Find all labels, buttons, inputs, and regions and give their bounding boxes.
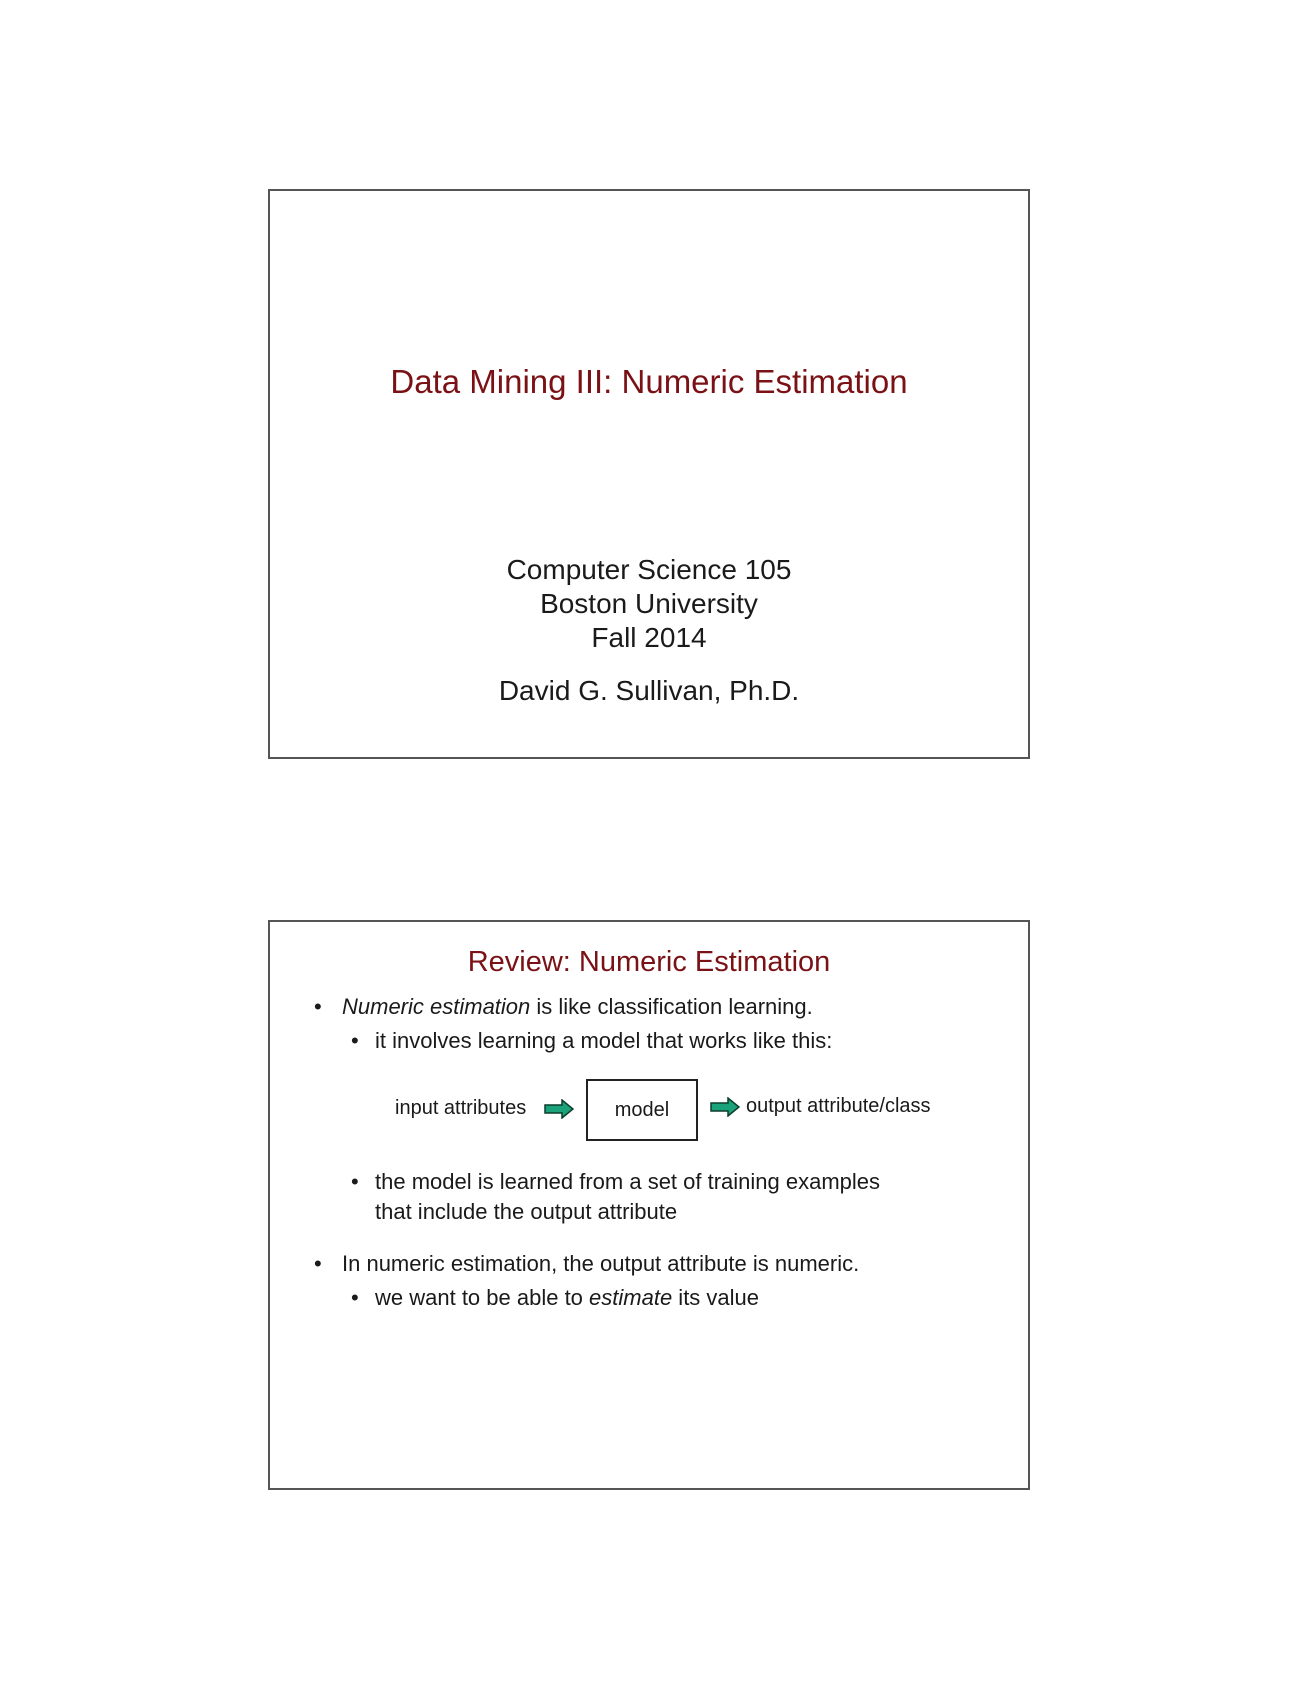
- term: Fall 2014: [591, 622, 707, 653]
- model-label: model: [614, 1098, 670, 1121]
- course-info: [270, 553, 1028, 655]
- bullet-text: it involves learning a model that works like this:: [375, 1028, 833, 1053]
- bullet-icon: •: [314, 1251, 322, 1276]
- course-name: Computer Science 105: [506, 554, 792, 585]
- sub-bullet-item: [351, 1167, 881, 1227]
- bullet-text: the model is learned from a set of training examples: [375, 1169, 881, 1194]
- bullet-icon: •: [314, 994, 322, 1019]
- right-arrow-icon: [544, 1099, 574, 1119]
- bullet-text-end: its value: [672, 1285, 760, 1310]
- emphasis-text: estimate: [589, 1285, 673, 1310]
- right-arrow-icon: [710, 1097, 740, 1117]
- sub-bullet-item: [351, 1026, 833, 1056]
- bullet-icon: •: [351, 1169, 359, 1194]
- bullet-icon: •: [351, 1028, 359, 1053]
- model-box: [586, 1079, 698, 1141]
- bullet-item: [314, 992, 813, 1022]
- university-name: Boston University: [540, 588, 758, 619]
- sub-bullet-item: [351, 1283, 760, 1313]
- bullet-item: [314, 1249, 860, 1279]
- bullet-text: is like classification learning.: [530, 994, 813, 1019]
- author-name: David G. Sullivan, Ph.D.: [498, 675, 800, 706]
- bullet-text: we want to be able to: [375, 1285, 590, 1310]
- input-attributes-label: input attributes: [395, 1097, 527, 1119]
- review-slide: [268, 920, 1030, 1490]
- slide-title: Data Mining III: Numeric Estimation: [390, 363, 908, 400]
- bullet-text: In numeric estimation, the output attribute is numeric.: [342, 1251, 860, 1276]
- slide-title: Review: Numeric Estimation: [467, 946, 831, 978]
- bullet-icon: •: [351, 1285, 359, 1310]
- output-attribute-label: output attribute/class: [746, 1095, 931, 1117]
- bullet-text-continued: that include the output attribute: [375, 1199, 678, 1224]
- title-slide: [268, 189, 1030, 759]
- emphasis-text: Numeric estimation: [342, 994, 531, 1019]
